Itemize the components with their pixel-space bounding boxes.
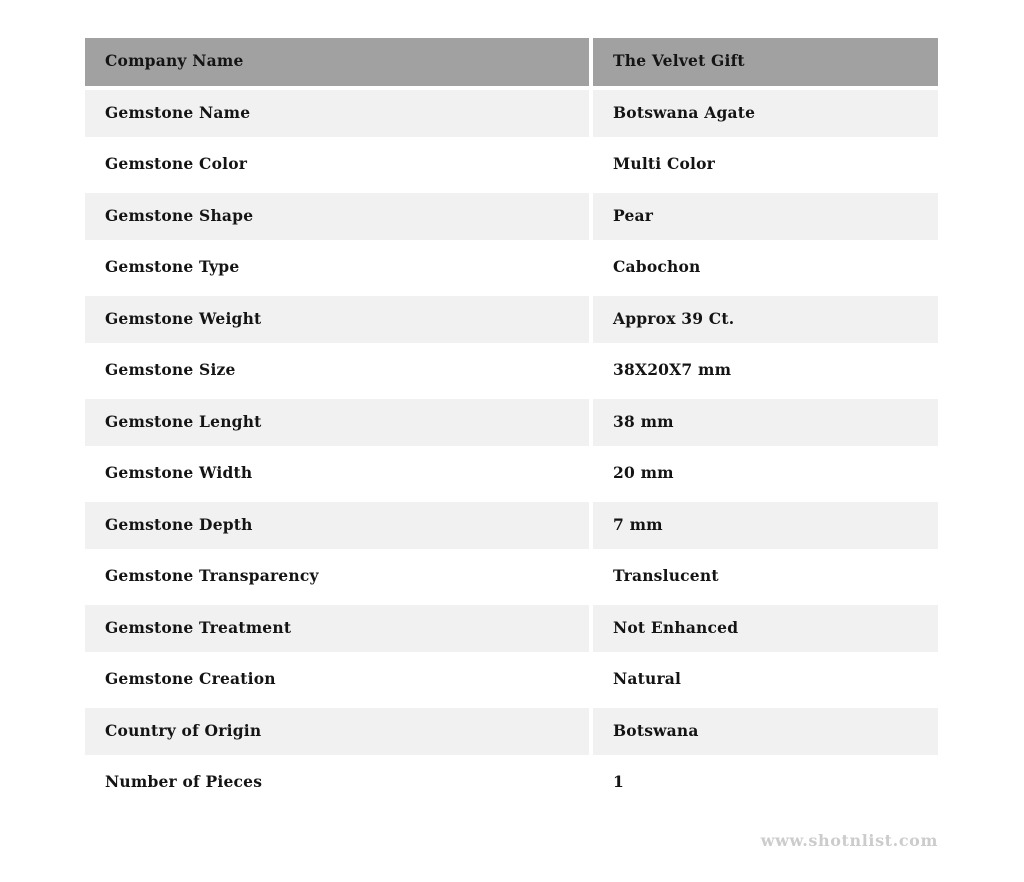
table-row [85,502,938,550]
row-label: Gemstone Creation [85,656,589,704]
row-label: Gemstone Transparency [85,553,589,601]
row-value: 1 [593,759,938,807]
row-value: Approx 39 Ct. [593,296,938,344]
table-row [85,605,938,653]
spec-table-body [85,90,938,807]
row-label: Gemstone Lenght [85,399,589,447]
row-value: Not Enhanced [593,605,938,653]
table-row [85,347,938,395]
row-value: 38X20X7 mm [593,347,938,395]
row-value: Pear [593,193,938,241]
table-row [85,244,938,292]
row-label: Gemstone Color [85,141,589,189]
row-label: Number of Pieces [85,759,589,807]
row-value: Botswana Agate [593,90,938,138]
header-label-cell: Company Name [85,38,589,86]
spec-table-header [85,38,938,86]
row-label: Country of Origin [85,708,589,756]
table-row [85,399,938,447]
row-label: Gemstone Name [85,90,589,138]
row-label: Gemstone Shape [85,193,589,241]
row-label: Gemstone Type [85,244,589,292]
row-label: Gemstone Width [85,450,589,498]
header-value-cell: The Velvet Gift [593,38,938,86]
row-value: 20 mm [593,450,938,498]
table-row [85,296,938,344]
row-value: 38 mm [593,399,938,447]
row-label: Gemstone Weight [85,296,589,344]
table-row [85,759,938,807]
row-value: Translucent [593,553,938,601]
table-row [85,141,938,189]
table-row [85,708,938,756]
row-value: Natural [593,656,938,704]
row-label: Gemstone Depth [85,502,589,550]
row-value: Botswana [593,708,938,756]
table-row [85,656,938,704]
table-row [85,553,938,601]
row-label: Gemstone Size [85,347,589,395]
gemstone-spec-table [81,34,942,811]
row-value: Cabochon [593,244,938,292]
table-header-row [85,38,938,86]
site-watermark: www.shotnlist.com [760,831,938,850]
row-value: Multi Color [593,141,938,189]
table-row [85,193,938,241]
row-value: 7 mm [593,502,938,550]
table-row [85,90,938,138]
table-row [85,450,938,498]
row-label: Gemstone Treatment [85,605,589,653]
